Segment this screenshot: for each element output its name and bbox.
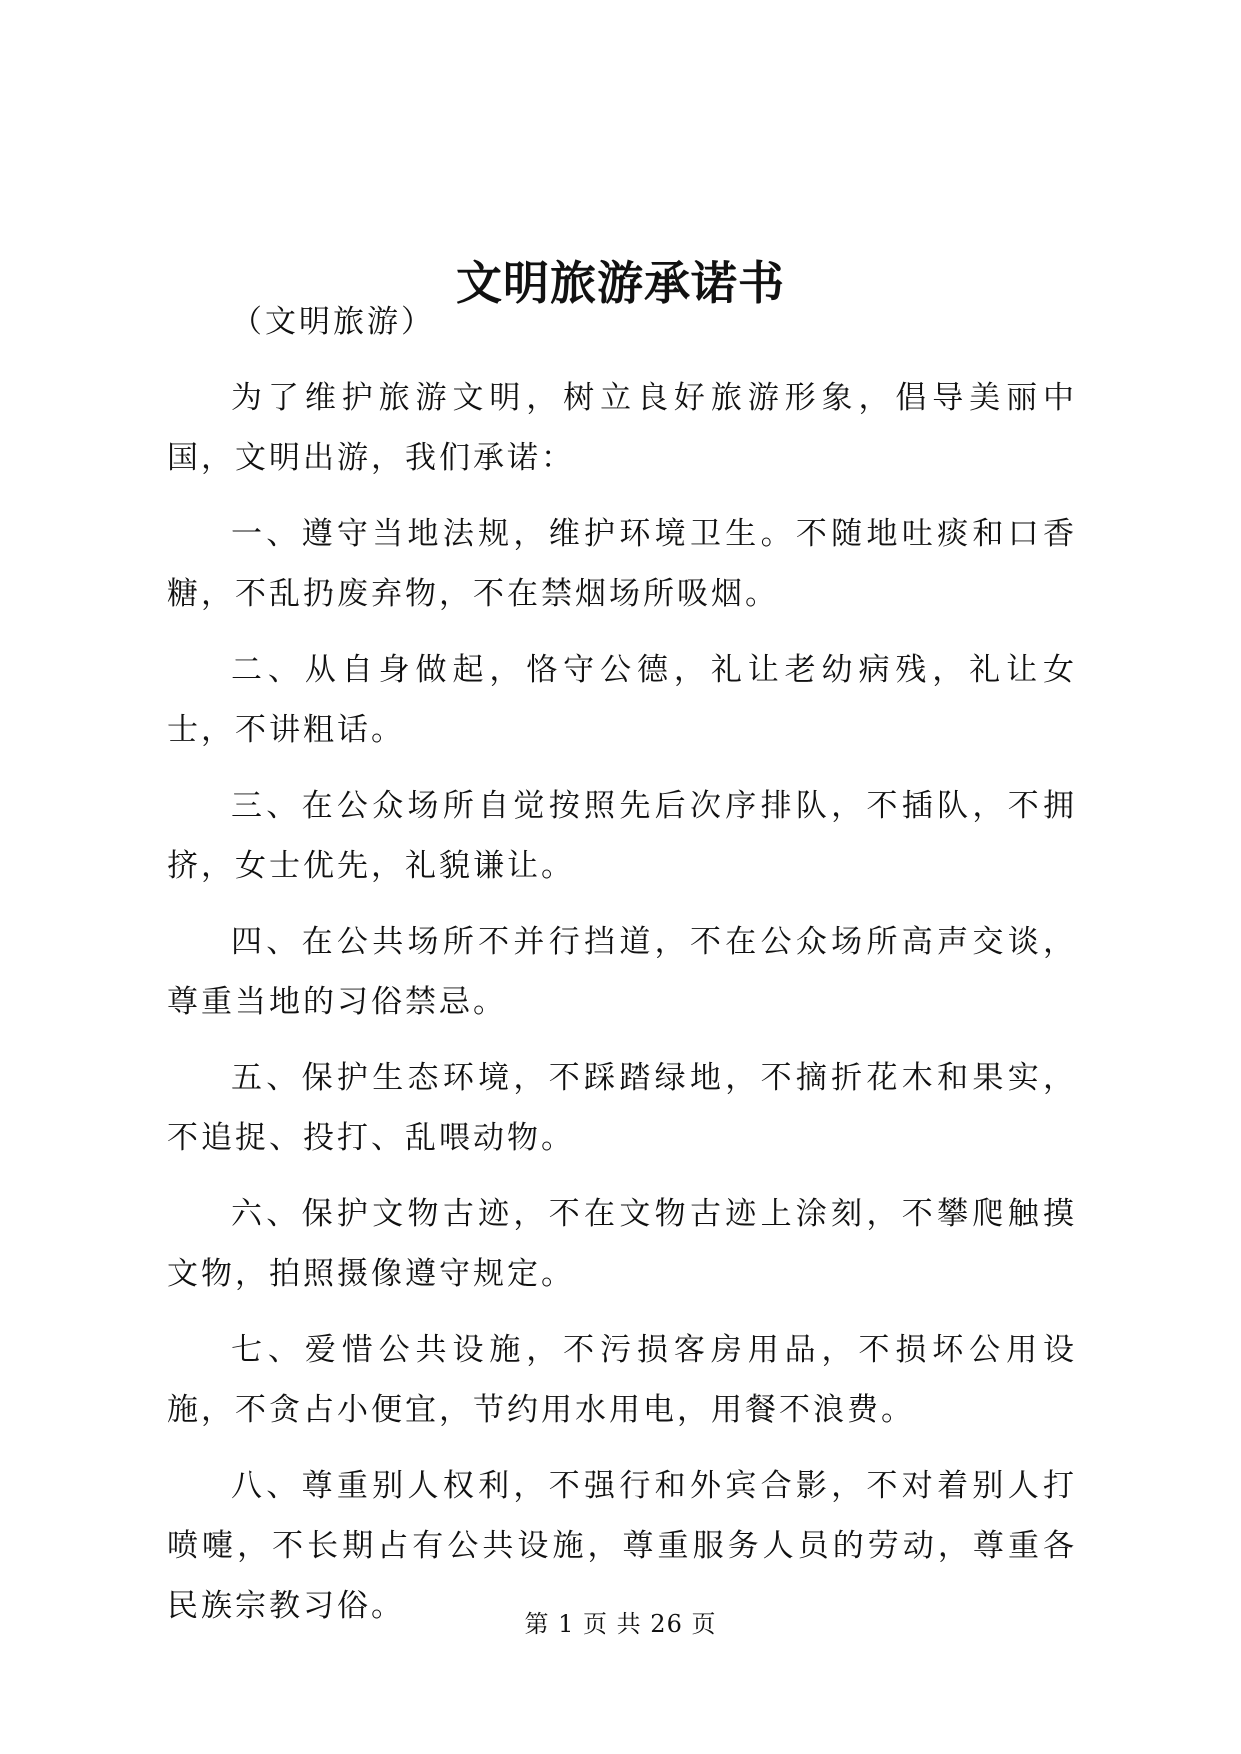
paragraph-item-8: 八、尊重别人权利，不强行和外宾合影，不对着别人打喷嚏，不长期占有公共设施，尊重服务人员的劳动，尊重各民族宗教习俗。 bbox=[167, 1468, 1077, 1624]
document-subtitle: （文明旅游） bbox=[231, 304, 435, 340]
document-body bbox=[167, 292, 1077, 1652]
page-number-footer: 第 1 页 共 26 页 bbox=[524, 1610, 717, 1638]
paragraph-item-7: 七、爱惜公共设施，不污损客房用品，不损坏公用设施，不贪占小便宜，节约用水用电，用餐不浪费。 bbox=[167, 1332, 1077, 1428]
paragraph-item-5: 五、保护生态环境，不踩踏绿地，不摘折花木和果实，不追捉、投打、乱喂动物。 bbox=[167, 1060, 1077, 1156]
paragraph-item-4: 四、在公共场所不并行挡道，不在公众场所高声交谈，尊重当地的习俗禁忌。 bbox=[167, 924, 1077, 1020]
paragraph-item-3: 三、在公众场所自觉按照先后次序排队，不插队，不拥挤，女士优先，礼貌谦让。 bbox=[167, 788, 1077, 884]
paragraph-item-1: 一、遵守当地法规，维护环境卫生。不随地吐痰和口香糖，不乱扔废弃物，不在禁烟场所吸烟。 bbox=[167, 516, 1077, 612]
paragraph-intro: 为了维护旅游文明，树立良好旅游形象，倡导美丽中国，文明出游，我们承诺： bbox=[167, 380, 1077, 476]
document-title: 文明旅游承诺书 bbox=[456, 255, 785, 310]
paragraph-item-2: 二、从自身做起，恪守公德，礼让老幼病残，礼让女士，不讲粗话。 bbox=[167, 652, 1077, 748]
paragraph-item-6: 六、保护文物古迹，不在文物古迹上涂刻，不攀爬触摸文物，拍照摄像遵守规定。 bbox=[167, 1196, 1077, 1292]
